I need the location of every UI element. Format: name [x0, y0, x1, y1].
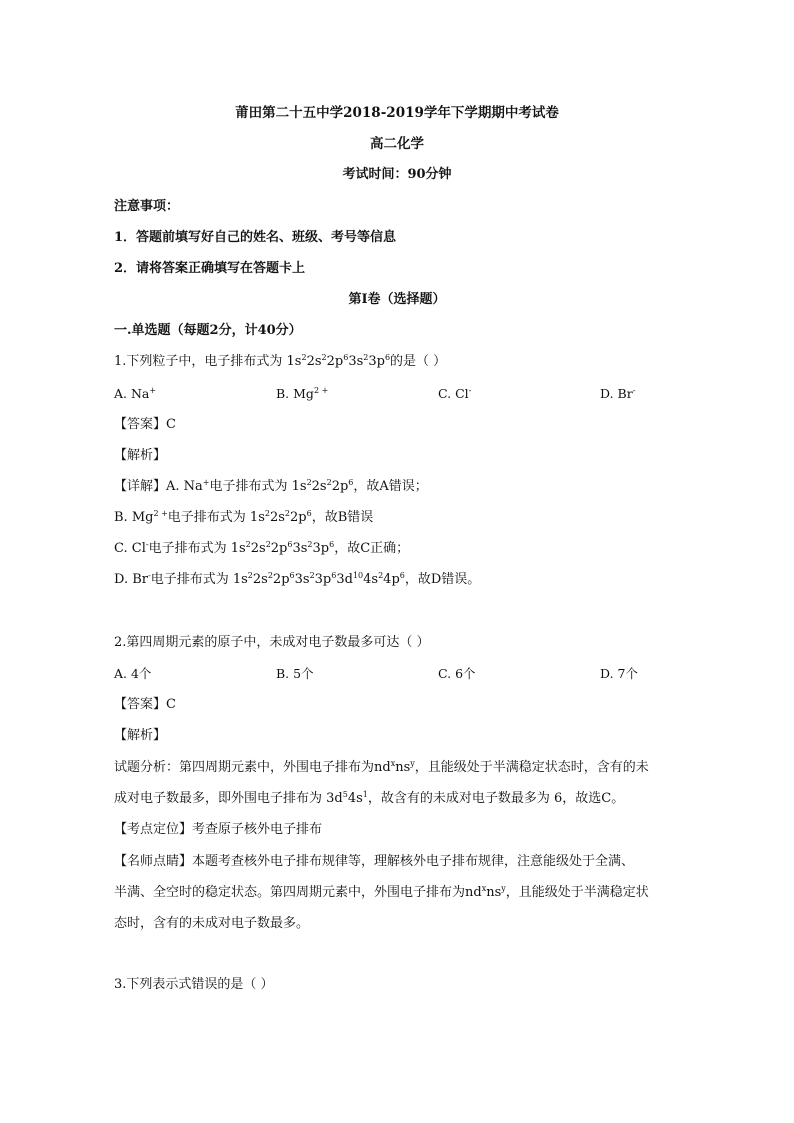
question-1-stem: 1.下列粒子中，电子排布式为 $1s^22s^22p^63s^23p^6$的是（ ）: [114, 353, 447, 369]
question-2-stem: 2.第四周期元素的原子中，未成对电子数最多可达（ ）: [114, 635, 430, 650]
question-1-detail-b: B. $Mg^{2 +}$电子排布式为 $1s^22s^22p^6$，故B错误: [114, 509, 374, 525]
question-1-analysis-label: 【解析】: [114, 448, 167, 463]
option-a: A. Na+: [114, 386, 157, 401]
option-b: B. $Mg^{2 +}$: [276, 386, 329, 401]
option-c: C. 6个: [438, 666, 476, 681]
notes-heading: 注意事项：: [114, 199, 180, 214]
question-2-exam-point: 【考点定位】考查原子核外电子排布: [114, 822, 323, 837]
question-2-answer: 【答案】C: [114, 697, 176, 712]
note-item: 2．请将答案正确填写在答题卡上: [114, 261, 306, 276]
subject-title: 高二化学: [370, 136, 424, 152]
question-2-tips: 【名师点睛】本题考查核外电子排布规律等，理解核外电子排布规律，注意能级处于全满、 半满、全空时的稳定状态。第四周期元素中，外围电子排布为$nd^xns^y$，且能级处于半满稳定状 态时，含有的未成对电子数最多。: [114, 854, 649, 931]
section-title: 第I卷（选择题）: [348, 292, 446, 307]
part-title: 一.单选题（每题2分，计40分）: [114, 323, 302, 338]
exam-title: 莆田第二十五中学2018-2019学年下学期期中考试卷: [235, 105, 559, 121]
question-1-detail-a: 【详解】A. Na+电子排布式为 $1s^22s^22p^6$，故A错误；: [114, 478, 428, 494]
option-a: A. 4个: [114, 666, 152, 681]
question-1-answer: 【答案】C: [114, 417, 176, 432]
option-d: D. 7个: [600, 666, 638, 681]
option-c: C. Cl-: [438, 386, 472, 401]
option-b: B. 5个: [276, 666, 314, 681]
question-2-analysis-label: 【解析】: [114, 728, 167, 743]
question-1-detail-c: C. Cl-电子排布式为 $1s^22s^22p^63s^23p^6$，故C正确；: [114, 540, 410, 556]
question-2-analysis: 试题分析：第四周期元素中，外围电子排布为$nd^xns^y$，且能级处于半满稳定状态时，含有的未 成对电子数最多，即外围电子排布为 $3d^54s^1$，故含有的未成对电子数最多为 6，故选C。: [114, 759, 649, 806]
question-1-detail-d: D. Br-电子排布式为 $1s^22s^22p^63s^23p^63d^{10}4s^24p^6$，故D错误。: [114, 571, 481, 587]
option-d: D. Br-: [600, 386, 636, 401]
exam-time: 考试时间：90分钟: [342, 167, 452, 182]
question-3-stem: 3.下列表示式错误的是（ ）: [114, 977, 274, 992]
note-item: 1．答题前填写好自己的姓名、班级、考号等信息: [114, 230, 397, 245]
